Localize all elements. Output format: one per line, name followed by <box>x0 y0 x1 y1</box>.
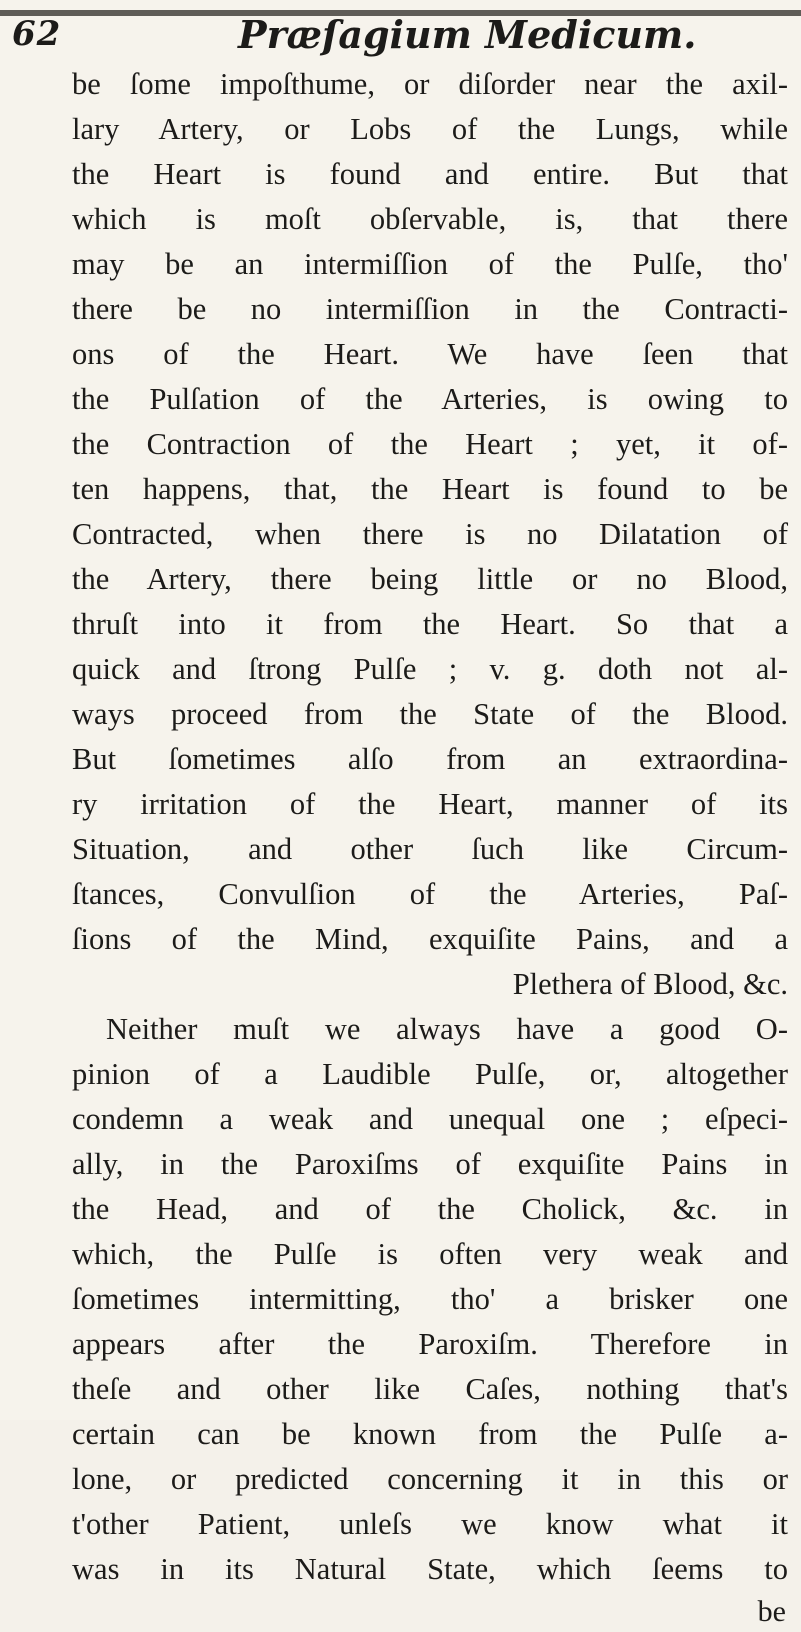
text-line: ſometimes intermitting, tho' a brisker one <box>72 1282 788 1316</box>
text-line: Contracted, when there is no Dilatation of <box>72 517 788 551</box>
running-title: Præſagium Medicum. <box>238 12 697 57</box>
text-line: Situation, and other ſuch like Circum- <box>72 832 788 866</box>
text-line: the Heart is found and entire. But that <box>72 157 788 191</box>
text-line: be ſome impoſthume, or diſorder near the axil- <box>72 67 788 101</box>
text-line: thruſt into it from the Heart. So that a <box>72 607 788 641</box>
text-line: lone, or predicted concerning it in this or <box>72 1462 788 1496</box>
text-line: certain can be known from the Pulſe a- <box>72 1417 788 1451</box>
text-line: may be an intermiſſion of the Pulſe, tho' <box>72 247 788 281</box>
text-line: the Contraction of the Heart ; yet, it of- <box>72 427 788 461</box>
text-line: theſe and other like Caſes, nothing that's <box>72 1372 788 1406</box>
text-line: there be no intermiſſion in the Contracti- <box>72 292 788 326</box>
page-header <box>0 10 801 62</box>
text-line: ſions of the Mind, exquiſite Pains, and a <box>72 922 788 956</box>
text-line: ſtances, Convulſion of the Arteries, Paſ- <box>72 877 788 911</box>
body-text <box>72 62 788 1632</box>
text-line: Plethera of Blood, &c. <box>512 967 788 1001</box>
text-line: ally, in the Paroxiſms of exquiſite Pains in <box>72 1147 788 1181</box>
text-line: which is moſt obſervable, is, that there <box>72 202 788 236</box>
text-line: t'other Patient, unleſs we know what it <box>72 1507 788 1541</box>
text-line: the Artery, there being little or no Blood, <box>72 562 788 596</box>
text-line: condemn a weak and unequal one ; eſpeci- <box>72 1102 788 1136</box>
text-line: quick and ſtrong Pulſe ; v. g. doth not al- <box>72 652 788 686</box>
text-line: But ſometimes alſo from an extraordina- <box>72 742 788 776</box>
text-line: appears after the Paroxiſm. Therefore in <box>72 1327 788 1361</box>
catchword: be <box>757 1595 786 1628</box>
text-line: pinion of a Laudible Pulſe, or, altogether <box>72 1057 788 1091</box>
text-line: the Head, and of the Cholick, &c. in <box>72 1192 788 1226</box>
text-line: which, the Pulſe is often very weak and <box>72 1237 788 1271</box>
text-line: was in its Natural State, which ſeems to <box>72 1552 788 1586</box>
page-number: 62 <box>12 14 62 54</box>
text-line: lary Artery, or Lobs of the Lungs, while <box>72 112 788 146</box>
text-line: ry irritation of the Heart, manner of its <box>72 787 788 821</box>
text-line: Neither muſt we always have a good O- <box>106 1012 788 1046</box>
text-line: ten happens, that, the Heart is found to be <box>72 472 788 506</box>
text-line: ons of the Heart. We have ſeen that <box>72 337 788 371</box>
text-line: ways proceed from the State of the Blood. <box>72 697 788 731</box>
text-line: the Pulſation of the Arteries, is owing to <box>72 382 788 416</box>
